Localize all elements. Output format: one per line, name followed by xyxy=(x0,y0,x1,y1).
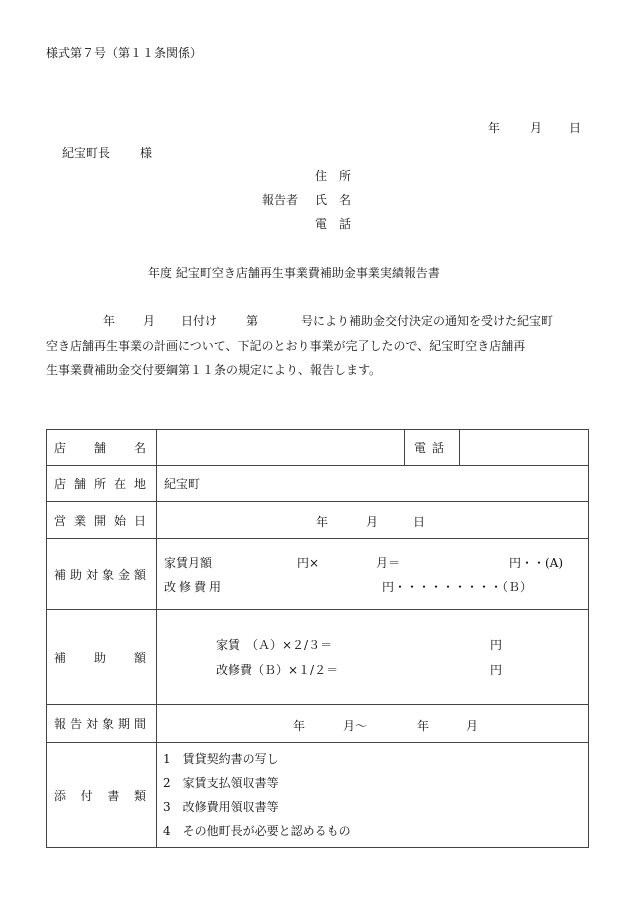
period-year-to: 年 xyxy=(417,719,430,733)
attachment-item: 1 賃貸契約書の写し xyxy=(163,752,279,766)
subsidy-target-value[interactable] xyxy=(157,539,589,610)
store-phone-label: 電話 xyxy=(405,430,460,466)
subsidy-amount-value[interactable] xyxy=(157,610,589,705)
period-month-to: 月 xyxy=(466,719,479,733)
renovation-subsidy-yen: 円 xyxy=(490,663,503,677)
period-month-from: 月～ xyxy=(343,719,368,733)
name-label: 氏 名 xyxy=(315,193,352,207)
body-year: 年 xyxy=(103,314,116,328)
row-opening-date xyxy=(47,502,589,539)
addressee-honorific: 様 xyxy=(140,146,153,160)
row-subsidy-target xyxy=(47,539,589,610)
form-number: 様式第７号（第１１条関係） xyxy=(46,46,203,60)
store-location-label: 店舗所在地 xyxy=(54,477,146,491)
phone-label: 電 話 xyxy=(315,217,352,231)
body-line3: 生事業費補助金交付要綱第１１条の規定により、報告します。 xyxy=(46,363,382,377)
row-store-location xyxy=(47,466,589,502)
report-period-label: 報告対象期間 xyxy=(54,717,146,731)
attachment-item: 4 その他町長が必要と認めるもの xyxy=(163,824,351,838)
body-line2: 空き店舗再生事業の計画について、下記のとおり事業が完了したので、紀宝町空き店舗再 xyxy=(46,339,526,353)
attachments-label: 添付書類 xyxy=(54,788,146,803)
rent-monthly-label: 家賃月額 xyxy=(164,556,213,570)
store-location-value[interactable]: 紀宝町 xyxy=(157,466,589,502)
opening-date-month: 月 xyxy=(366,515,379,529)
body-no-prefix: 第 xyxy=(246,314,259,328)
rent-yen-times: 円× xyxy=(297,556,320,570)
document-title: 年度 紀宝町空き店舗再生事業費補助金事業実績報告書 xyxy=(148,266,440,280)
store-name-value[interactable] xyxy=(157,430,405,466)
body-day-dated: 日付け xyxy=(181,314,218,328)
body-line1-rest: 号により補助金交付決定の通知を受けた紀宝町 xyxy=(301,314,554,328)
opening-date-year: 年 xyxy=(316,515,329,529)
store-phone-value[interactable] xyxy=(460,430,589,466)
renovation-cost-label: 改修費用 xyxy=(164,580,225,594)
rent-subsidy-yen: 円 xyxy=(490,638,503,652)
attachments-value xyxy=(157,743,589,848)
row-subsidy-amount xyxy=(47,610,589,705)
attachment-item: 2 家賃支払領収書等 xyxy=(163,776,279,790)
row-report-period xyxy=(47,705,589,743)
rent-subsidy-formula: 家賃 （Ａ）×２/３＝ xyxy=(216,638,333,652)
date-month-label: 月 xyxy=(530,121,543,135)
rent-months-equals: 月＝ xyxy=(376,556,401,570)
date-year-label: 年 xyxy=(488,121,501,135)
report-table xyxy=(46,429,589,848)
date-day-label: 日 xyxy=(569,121,582,135)
subsidy-amount-label: 補助額 xyxy=(54,650,146,665)
body-month: 月 xyxy=(143,314,156,328)
row-attachments xyxy=(47,743,589,848)
opening-date-value[interactable] xyxy=(157,502,589,539)
subsidy-target-label: 補助対象金額 xyxy=(54,567,146,582)
report-period-value[interactable] xyxy=(157,705,589,743)
opening-date-label: 営業開始日 xyxy=(54,513,146,528)
renovation-subsidy-formula: 改修費（Ｂ）×１/２＝ xyxy=(216,663,339,677)
period-year-from: 年 xyxy=(293,719,306,733)
row-store-name xyxy=(47,430,589,466)
address-label: 住 所 xyxy=(315,169,352,183)
renovation-yen-b: 円・・・・・・・・・（Ｂ） xyxy=(382,580,533,594)
rent-yen-a: 円・・(A) xyxy=(509,556,564,570)
addressee: 紀宝町長 xyxy=(62,146,111,160)
reporter-label: 報告者 xyxy=(262,193,299,207)
store-name-label: 店舗名 xyxy=(54,441,146,455)
attachment-item: 3 改修費用領収書等 xyxy=(163,800,279,814)
opening-date-day: 日 xyxy=(413,515,426,529)
